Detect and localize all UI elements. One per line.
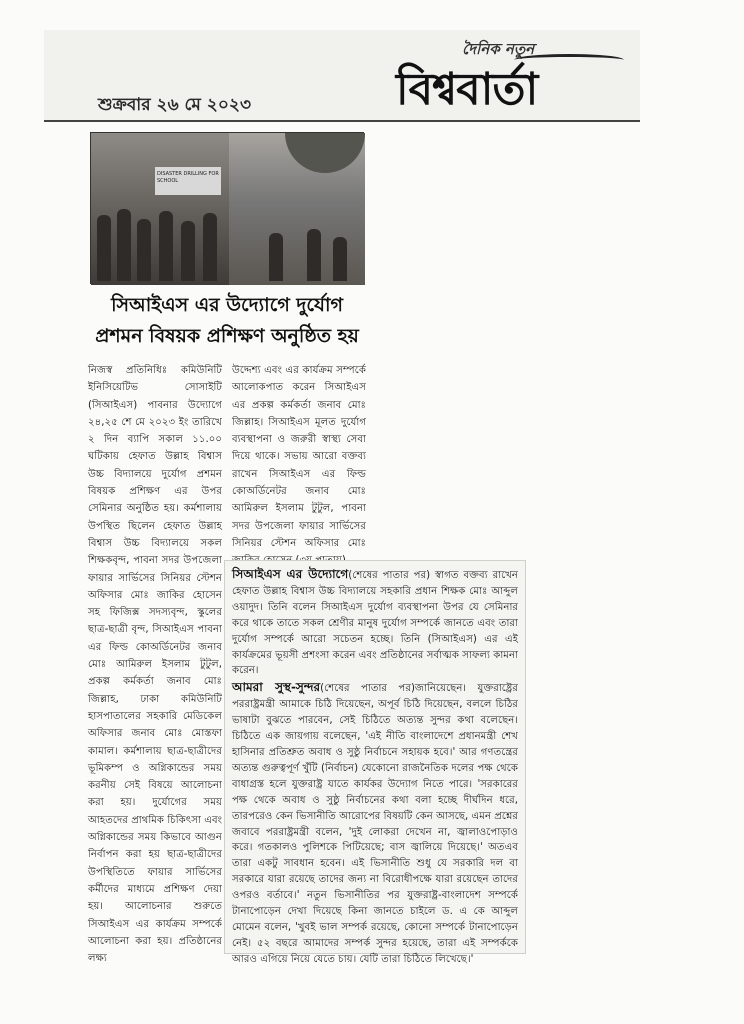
photo-person bbox=[333, 237, 347, 281]
article-headline bbox=[86, 290, 368, 352]
photo-tree bbox=[285, 133, 365, 173]
issue-date: শুক্রবার ২৬ মে ২০২৩ bbox=[98, 95, 252, 115]
photo-person bbox=[117, 209, 131, 281]
photo-person bbox=[181, 221, 195, 281]
photo-person bbox=[159, 211, 173, 281]
continuation-paragraph-1 bbox=[232, 567, 518, 679]
photo-person bbox=[203, 213, 217, 281]
photo-person bbox=[307, 229, 321, 281]
article-column-1: নিজস্ব প্রতিনিধিঃ কমিউনিটি ইনিসিয়েটিভ সোসাইটি (সিআইএস) পাবনার উদ্যোগে ২৪,২৫ শে মে ২০২৩ ইং তারিখে ২ দিন ব্যাপি সকাল ১১.০০ ঘটিকায় হেফাত উল্লাহ বিশ্বাস উচ্চ বিদ্যালয়ে দুর্যোগ প্রশমন বিষয়ক প্রশিক্ষণ এর উপর সেমিনার অনুষ্ঠিত হয়। কর্মশালায় উপস্থিত ছিলেন হেফাত উল্লাহ বিশ্বাস উচ্চ বিদ্যালয়ে সকল শিক্ষকবৃন্দ, পাবনা সদর উপজেলা ফায়ার সার্ভিসের সিনিয়র স্টেশন অফিসার মোঃ জাকির হোসেন সহ ফিজিক্স সদস্যবৃন্দ, স্কুলের ছাত্র-ছাত্রী বৃন্দ, সিআইএস পাবনা এর ফিল্ড কোঅর্ডিনেটর জনাব মোঃ আমিরুল ইসলাম টুটুল, প্রকল্প কর্মকর্তা জনাব মোঃ জিল্লাহ, ঢাকা কমিউনিটি হাসপাতালের সহকারি মেডিকেল অফিসার জনাব মোঃ মোস্তফা কামাল। কর্মশালায় ছাত্র-ছাত্রীদের ভূমিকম্প ও অগ্নিকান্ডের সময় করনীয় সেই বিষয়ে আলোচনা করা হয়। দুর্যোগের সময় আহতদের প্রাথমিক চিকিৎসা এবং অগ্নিকান্ডের সময় কিভাবে আগুন নির্বাপন করা হয় ছাত্র-ছাত্রীদের উপস্থিতিতে ফায়ার সার্ভিসের কর্মীদের মাধ্যমে প্রশিক্ষণ দেয়া হয়। আলোচনার শুরুতে সিআইএস এর কার্যক্রম সম্পর্কে আলোচনা করা হয়। প্রতিষ্ঠানের লক্ষ্য bbox=[88, 365, 222, 965]
masthead bbox=[44, 30, 640, 122]
article-column-2: উদ্দেশ্য এবং এর কার্যক্রম সম্পর্কে আলোকপাত করেন সিআইএস এর প্রকল্প কর্মকর্তা জনাব মোঃ জিল্লাহ। সিআইএস মূলত দুর্যোগ ব্যবস্থাপনা ও জরুরী স্বাস্থ্য সেবা দিয়ে থাকে। সভায় আরো বক্তব্য রাখেন সিআইএস এর ফিল্ড কোঅর্ডিনেটর জনাব মোঃ আমিরুল ইসলাম টুটুল, পাবনা সদর উপজেলা ফায়ার সার্ভিসের সিনিয়র স্টেশন অফিসার মোঃ bbox=[232, 365, 366, 549]
headline-line-2: প্রশমন বিষয়ক প্রশিক্ষণ অনুষ্ঠিত হয় bbox=[95, 325, 359, 347]
photo-right-panel bbox=[229, 133, 365, 285]
newspaper-logo: বিশ্ববার্তা bbox=[396, 64, 538, 115]
photo-person bbox=[97, 215, 111, 281]
continuation-text-2: জানিয়েছেন। যুক্তরাষ্ট্রের পররাষ্ট্রমন্ত্রী আমাকে চিঠি দিয়েছেন, অপূর্ব চিঠি দিয়েছেন, বললে চিঠির ভাষাটা বুঝতে পারবেন, সেই চিঠিতে অত্যন্ত সুন্দর কথা বলেছেন। চিঠিতে এক জায়গায় বলেছেন, 'এই নীতি বাংলাদেশে প্রধানমন্ত্রী শেখ হাসিনার প্রতিশ্রুত অবাধ ও সুষ্ঠু নির্বাচনে সহায়ক হবে।' আর গণতন্ত্রের অত্যন্ত গুরুত্বপূর্ণ খুঁটি (নির্বাচন) যেকোনো রাজনৈতিক দলের পক্ষ থেকে বাধাগ্রস্ত হলে যুক্তরাষ্ট্র যাতে কার্যকর উদ্যোগ নিতে পারে। 'সরকারের পক্ষ থেকে অবাধ ও সুষ্ঠু নির্বাচনের কথা বলা হচ্ছে দীর্ঘদিন ধরে, তারপরেও কেন ভিসানীতি আরোপের বিষয়টি কেন আসছে, এমন প্রশ্নের জবাবে পররাষ্ট্রমন্ত্রী বলেন, 'দুই লোকরা দেখেন না, জ্বালাওপোড়াও করে। গতকালও পুলিশকে পিটিয়েছে; বাস জ্বালিয়ে দিয়েছে।' অতএব তারা একটু সাবধান হবেন। এই ভিসানীতি শুধু যে সরকারি দল বা সরকারে যারা রয়েছে তাদের জন্য না বিরোধীপক্ষে যারা রয়েছেন তাদের ওপরও বর্তাবে।' নতুন ভিসানীতির পর যুক্তরাষ্ট্র-বাংলাদেশ সম্পর্কে টানাপোড়েন দেখা দিয়েছে কিনা জানতে চাইলে ড. এ কে আব্দুল মোমেন বলেন, 'খুবই ভাল সম্পর্ক রয়েছে, কোনো সম্পর্কে টানাপোড়েন নেই। ৫২ বছরে আমাদের সম্পর্ক সুন্দর হয়েছে, তারা এই সম্পর্ককে আরও এগিয়ে নিয়ে যেতে চায়। যেটি তারা চিঠিতে লিখেছে।' bbox=[232, 683, 518, 965]
photo-banner: DISASTER DRILLING FOR SCHOOL bbox=[155, 167, 221, 195]
continuation-marker-2: (শেষের পাতার পর) bbox=[320, 683, 415, 695]
headline-line-1: সিআইএস এর উদ্যোগে দুর্যোগ bbox=[111, 294, 343, 316]
photo-person bbox=[137, 219, 151, 281]
article-photo bbox=[90, 132, 364, 284]
continuation-paragraph-2 bbox=[232, 680, 518, 967]
continuation-box bbox=[224, 560, 526, 965]
continuation-marker-1: (শেষের পাতার পর) bbox=[348, 570, 431, 581]
masthead-subtitle: দৈনিক নতুন bbox=[462, 40, 535, 58]
photo-left-panel bbox=[91, 133, 229, 285]
continuation-text-1: স্বাগত বক্তব্য রাখেন হেফাত উল্লাহ বিশ্বাস উচ্চ বিদ্যালয়ে সহকারি প্রধান শিক্ষক মোঃ আব্দুল ওয়াদুদ। তিনি বলেন সিআইএস দুর্যোগ ব্যবস্থাপনা উপর যে সেমিনার করে থাকে তাতে সকল শ্রেণীর মানুষ দুর্যোগ সম্পর্কে জানতে এবং তারা দুর্যোগ সম্পর্কে আরো সচেতন হচ্ছে। তিনি (সিআইএস) এর এই কার্যক্রমের ভূয়সী প্রশংসা করেন এবং প্রতিষ্ঠানের সর্বাত্মক সাফল্য কামনা করেন। bbox=[232, 570, 518, 677]
photo-person bbox=[269, 233, 283, 281]
continuation-kicker-2: আমরা সুস্থ-সুন্দর bbox=[232, 680, 321, 695]
continuation-kicker-1: সিআইএস এর উদ্যোগে bbox=[232, 567, 349, 581]
